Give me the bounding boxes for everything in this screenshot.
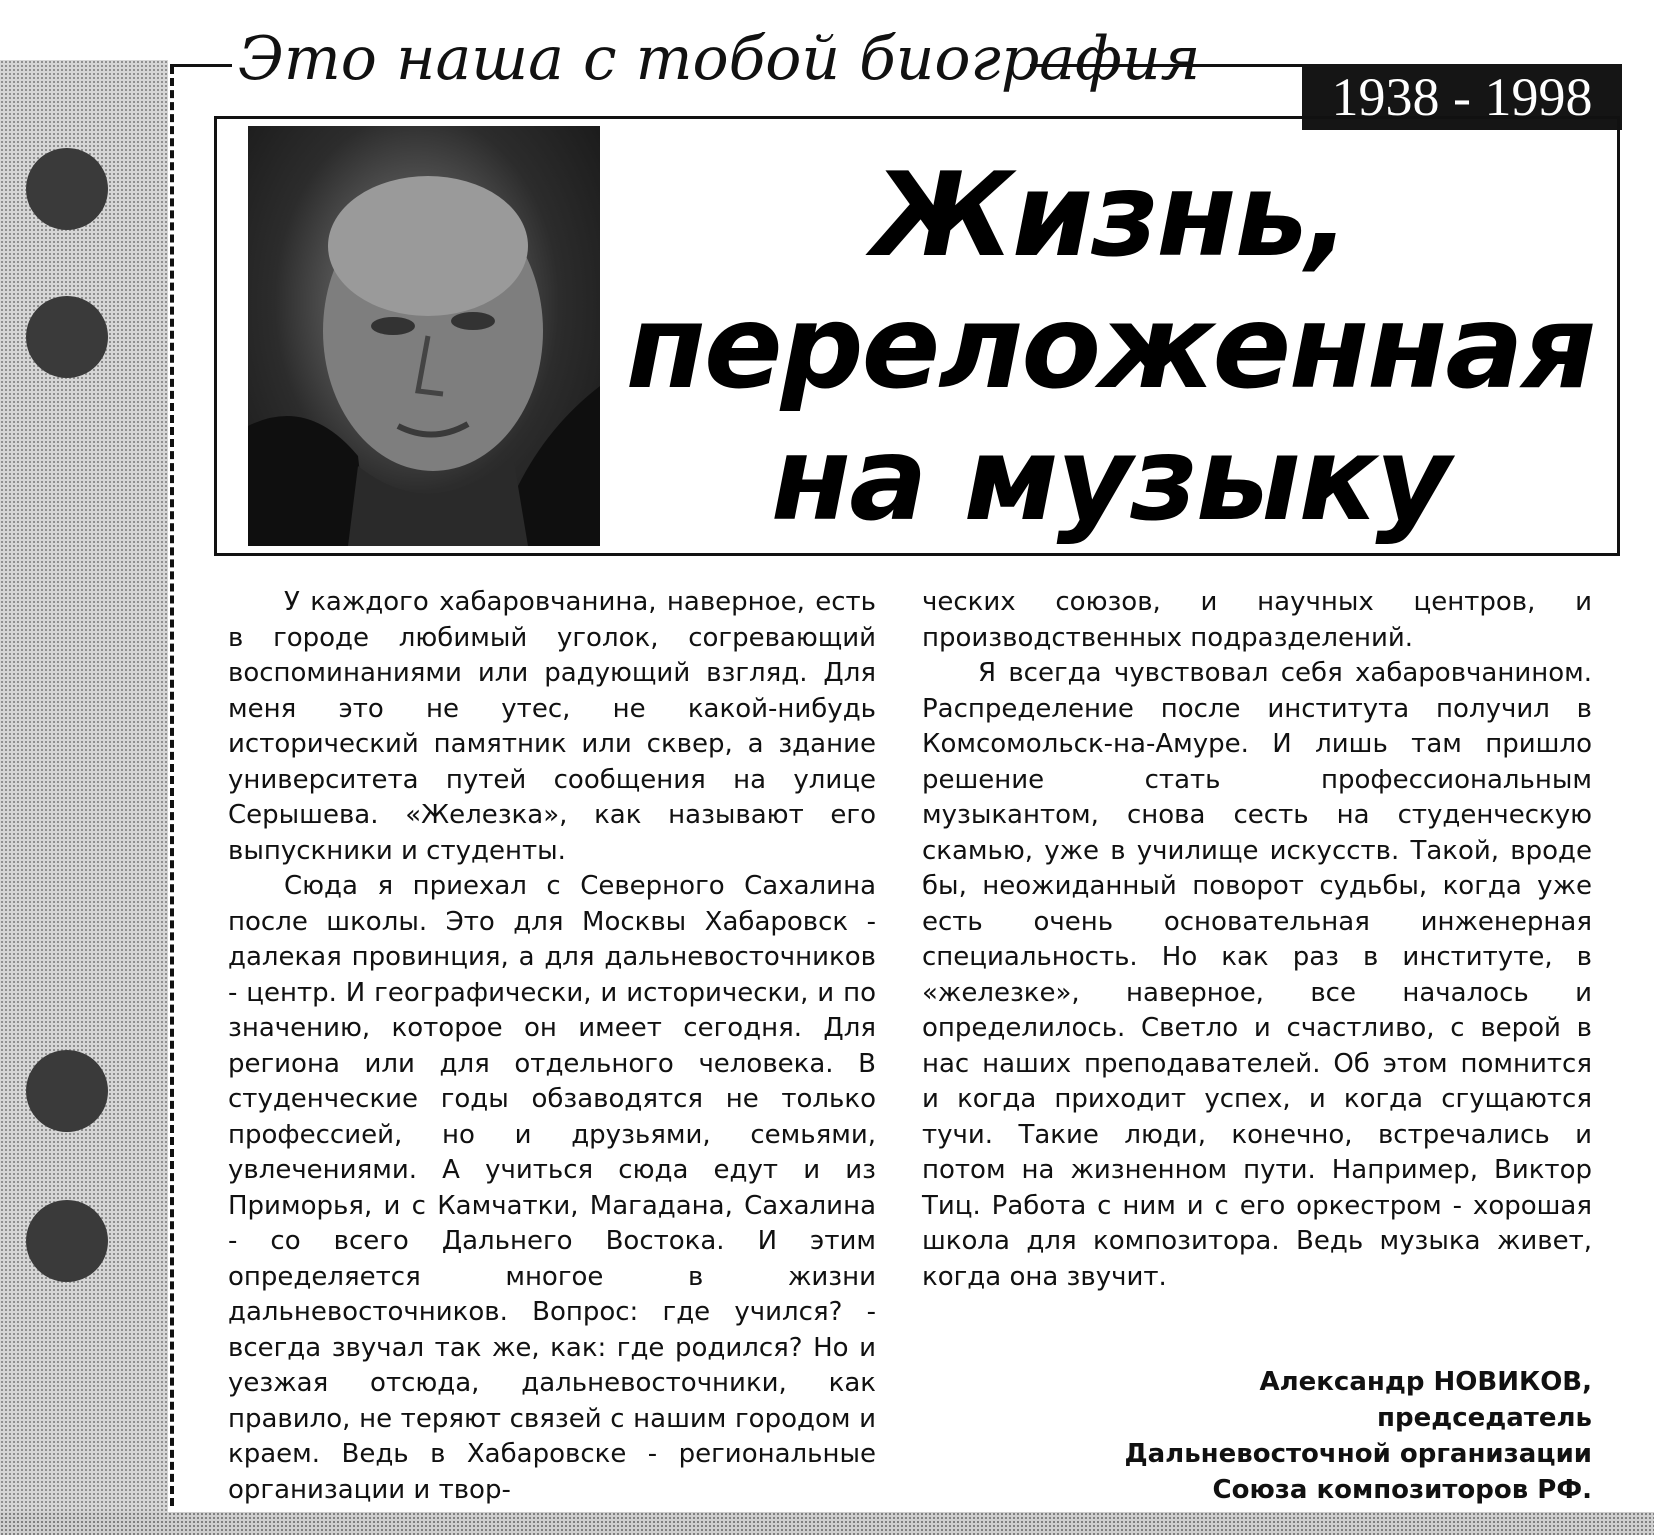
author-org-line-2: Союза композиторов РФ. bbox=[1212, 1475, 1592, 1505]
punch-hole bbox=[26, 296, 108, 378]
years-badge: 1938 - 1998 bbox=[1302, 64, 1622, 130]
punch-hole bbox=[26, 1050, 108, 1132]
author-name: Александр НОВИКОВ, bbox=[1259, 1367, 1592, 1397]
headline-line-2: переложенная bbox=[625, 280, 1595, 415]
paragraph: ческих союзов, и научных центров, и производственных подразделений. bbox=[922, 587, 1592, 653]
left-margin-strip bbox=[0, 60, 168, 1535]
punch-hole bbox=[26, 148, 108, 230]
top-rule-left bbox=[170, 64, 232, 67]
article-column-2 bbox=[922, 585, 1592, 1295]
headline-line-3: на музыку bbox=[771, 412, 1449, 547]
author-org-line-1: Дальневосточной организации bbox=[1124, 1439, 1592, 1469]
paragraph: Сюда я приехал с Северного Сахалина после школы. Это для Москвы Хабаровск - далекая провинция, а для дальневосточников - центр. И географически, и исторически, и по значению, которое он имеет сегодня. Для региона или для отдельного человека. В студенческие годы обзаводятся не только профессией, но и друзьями, семьями, увлечениями. А учиться сюда едут и из Приморья, и с Камчатки, Магадана, Сахалина - со всего Дальнего Востока. И этим определяется многое в жизни дальневосточников. Вопрос: где учился? - всегда звучал так же, как: где родился? Но и уезжая отсюда, дальневосточники, как правило, не теряют связей с нашим городом и краем. Ведь в Хабаровске - региональные организации и твор- bbox=[228, 871, 876, 1505]
cut-line bbox=[170, 66, 174, 1506]
paragraph: У каждого хабаровчанина, наверное, есть в городе любимый уголок, согревающий воспоминаниями или радующий взгляд. Для меня это не утес, не какой-нибудь исторический памятник или сквер, а здание университета путей сообщения на улице Серышева. «Железка», как называют его выпускники и студенты. bbox=[228, 587, 876, 866]
paragraph: Я всегда чувствовал себя хабаровчанином. Распределение после института получил в Комсомольск-на-Амуре. И лишь там пришло решение стать профессиональным музыкантом, снова сесть на студенческую скамью, уже в училище искусств. Такой, вроде бы, неожиданный поворот судьбы, когда уже есть очень основательная инженерная специальность. Но как раз в институте, в «железке», наверное, все началось и определилось. Светло и счастливо, с верой в нас наших преподавателей. Об этом помнится и когда приходит успех, и когда сгущаются тучи. Такие люди, конечно, встречались и потом на жизненном пути. Например, Виктор Тиц. Работа с ним и с его оркестром - хорошая школа для композитора. Ведь музыка живет, когда она звучит. bbox=[922, 658, 1592, 1292]
headline-line-1: Жизнь, bbox=[871, 148, 1349, 283]
article-column-1 bbox=[228, 585, 876, 1507]
author-signature bbox=[930, 1364, 1592, 1508]
author-role: председатель bbox=[1377, 1403, 1592, 1433]
author-photo bbox=[248, 126, 600, 546]
headline bbox=[620, 150, 1600, 546]
punch-hole bbox=[26, 1200, 108, 1282]
bottom-margin-strip bbox=[0, 1512, 1654, 1535]
rubric-title: Это наша с тобой биография bbox=[238, 24, 1201, 94]
